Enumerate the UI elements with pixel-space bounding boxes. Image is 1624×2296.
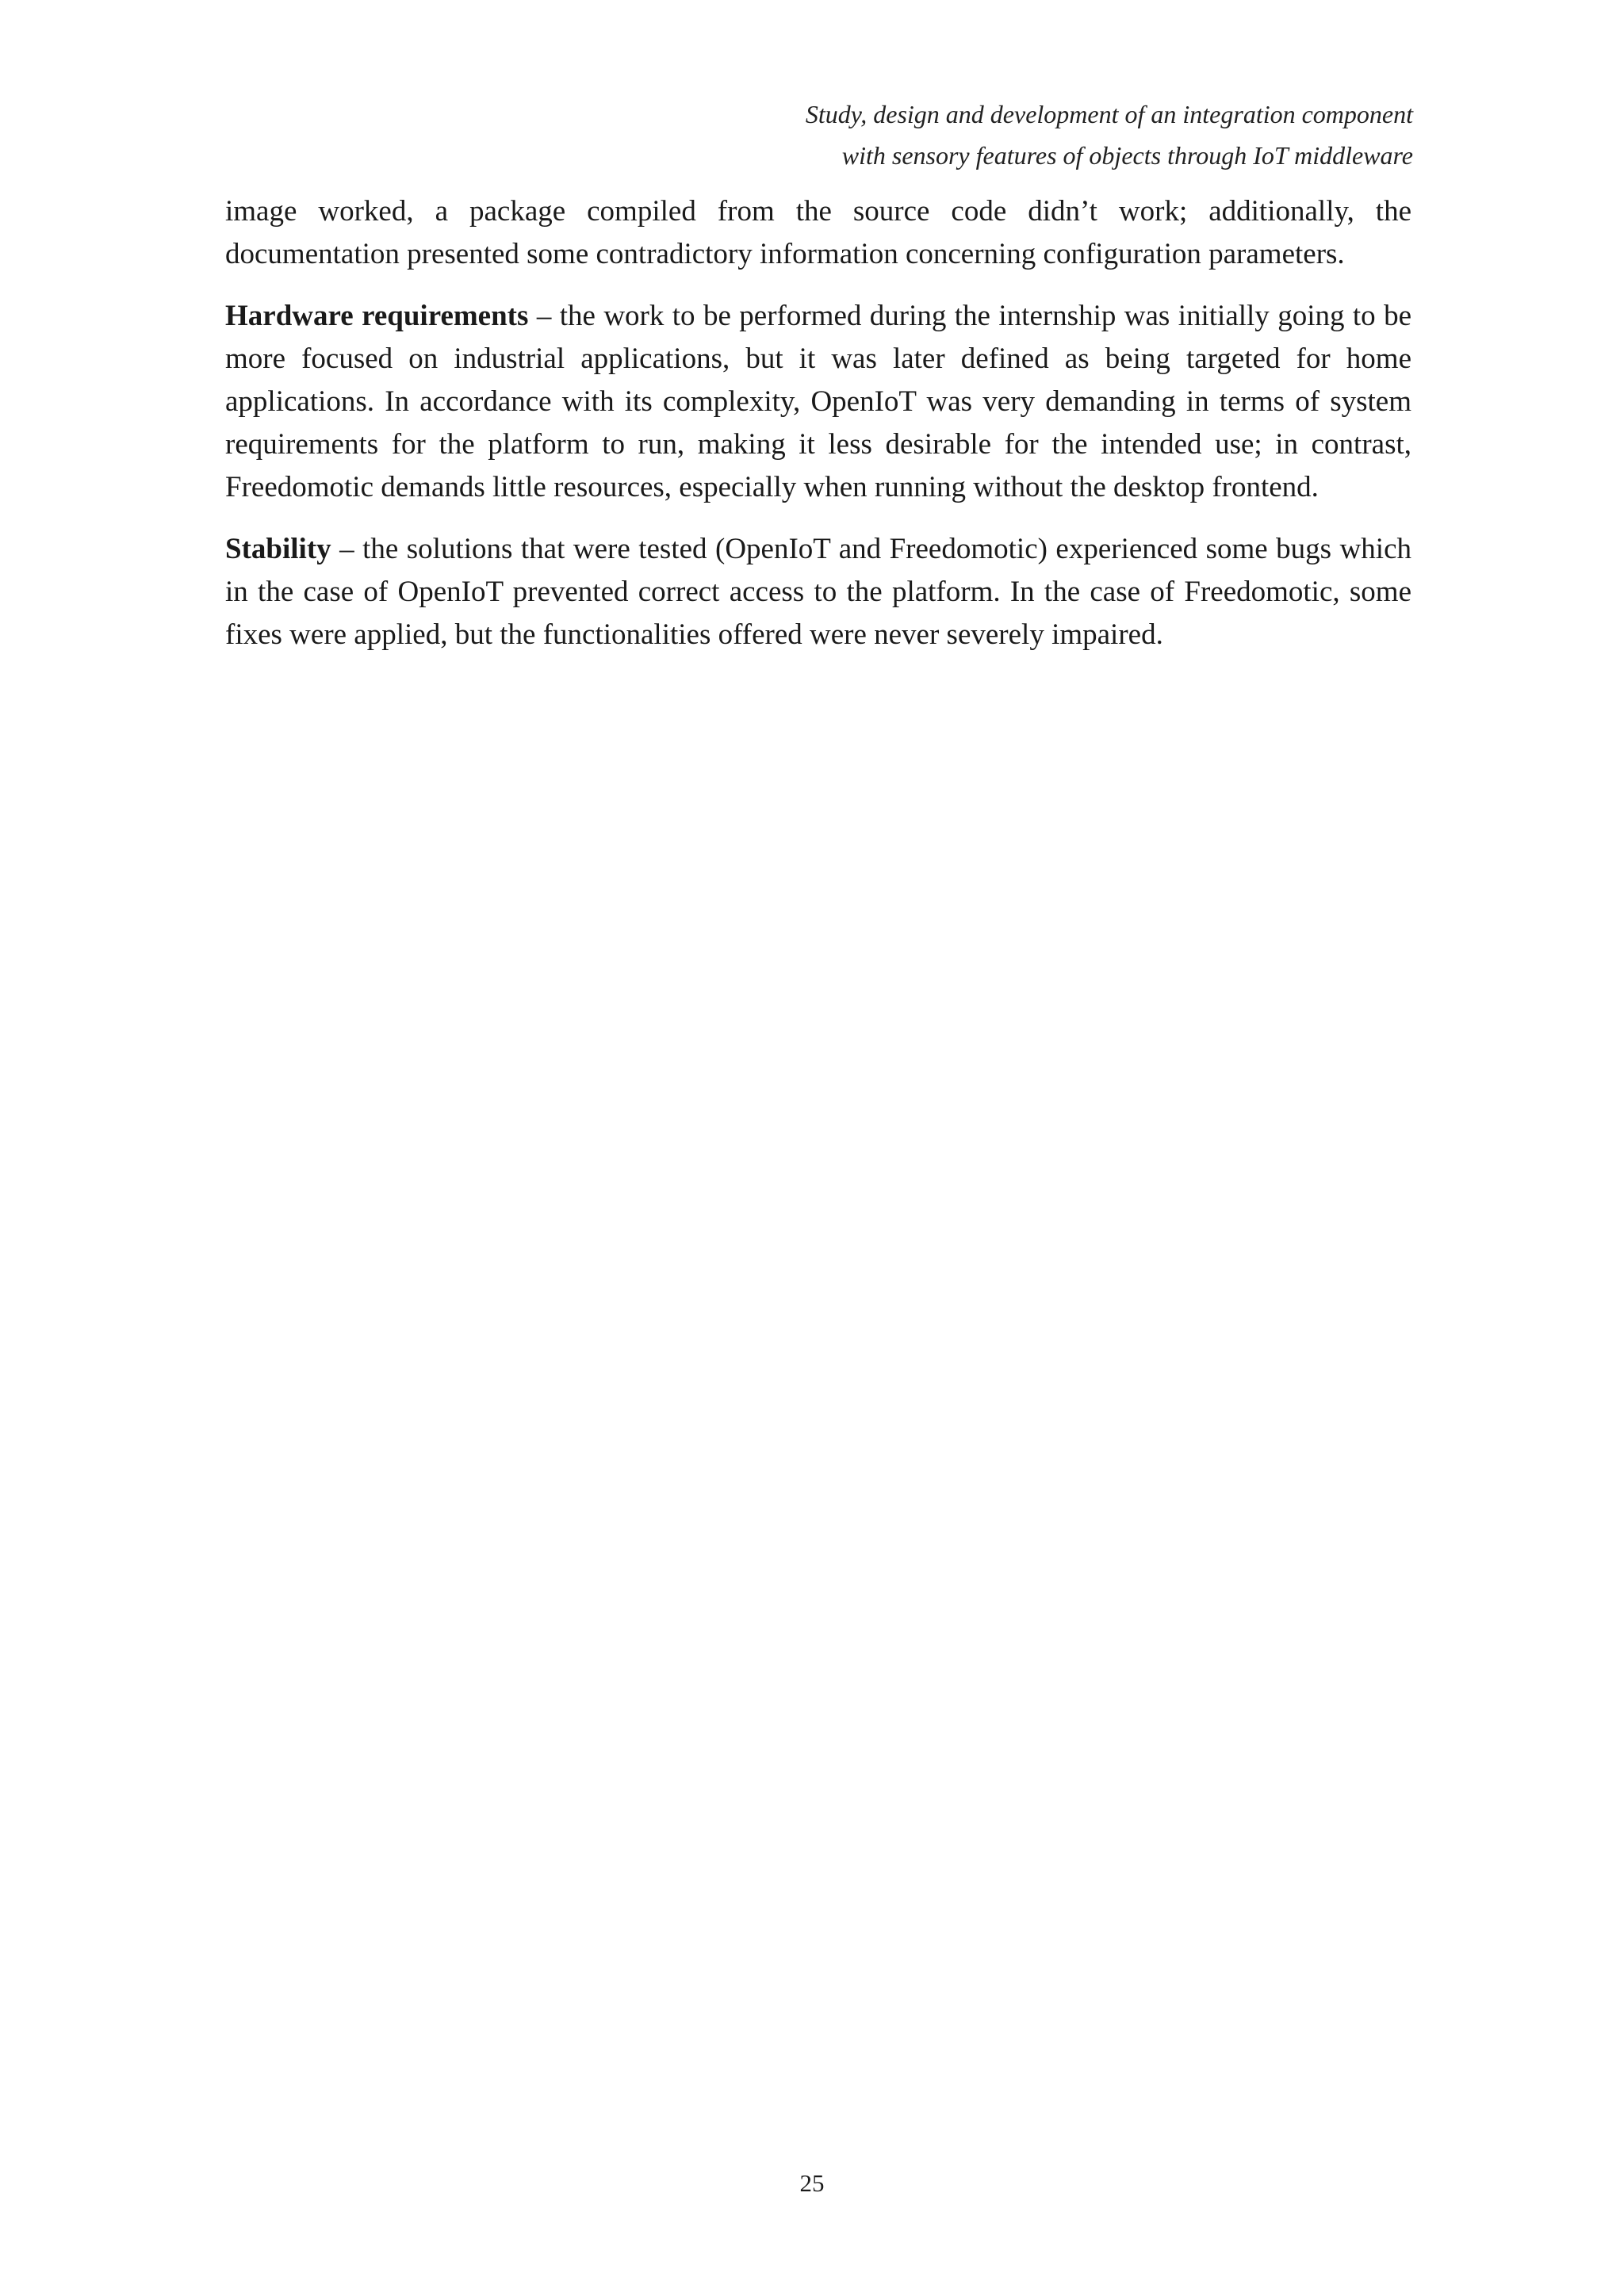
paragraph-lead-term: Hardware requirements xyxy=(225,300,529,332)
paragraph-lead-term: Stability xyxy=(225,533,331,565)
paragraph-text: – the work to be performed during the internship was initially going to be more focused on industrial applications, but it was later defined as being targeted for home applications. In accordance with its complexity, OpenIoT was very demanding in terms of system requirements for the platform to run, making it less desirable for the intended use; in contrast, Freedomotic demands little resources, especially when running without the desktop frontend. xyxy=(225,300,1411,503)
paragraph-text: – the solutions that were tested (OpenIoT and Freedomotic) experienced some bugs which in the case of OpenIoT prevented correct access to the platform. In the case of Freedomotic, some fixes were applied, but the functionalities offered were never severely impaired. xyxy=(225,533,1411,651)
paragraph-stability xyxy=(225,528,1411,656)
page-number: 25 xyxy=(799,2169,825,2197)
body-text xyxy=(225,190,1411,675)
running-header-line-2: with sensory features of objects through IoT middleware xyxy=(841,141,1413,170)
paragraph-continuation xyxy=(225,190,1411,276)
paragraph-text: image worked, a package compiled from the source code didn’t work; additionally, the documentation presented some contradictory information concerning configuration parameters. xyxy=(225,195,1411,270)
running-header xyxy=(462,94,1413,176)
paragraph-hardware-requirements xyxy=(225,295,1411,509)
running-header-line-1: Study, design and development of an integration component xyxy=(805,100,1413,128)
